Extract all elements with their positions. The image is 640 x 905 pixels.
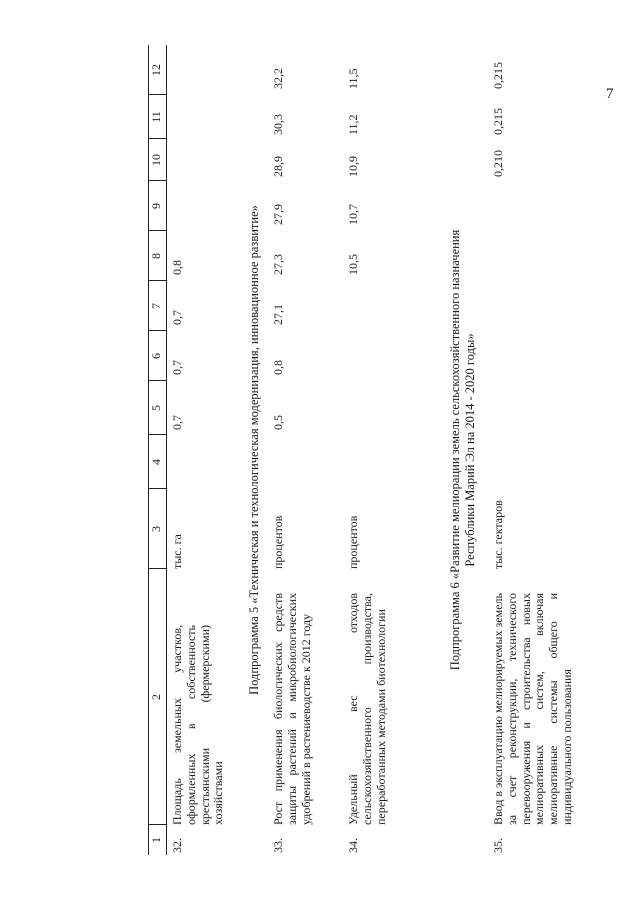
row-description: Ввод в эксплуатацию мелиорируемых земель за счет реконструкции, технического перевооружения и строительства новых мелиоративных систем, включая мелиоративные системы общего и индивидуального пользования: [491, 593, 574, 825]
row-value: 30,3: [271, 114, 285, 135]
row-number: 35.: [491, 838, 505, 853]
indicator-table: [100, 45, 574, 855]
row-number: 34.: [346, 838, 360, 853]
header-cell: 7: [149, 303, 163, 309]
row-description: Площадь земельных участков, оформленных в собственность крестьянскими (фермерскими) хозяйствами: [170, 625, 226, 825]
row-value: 27,9: [271, 204, 285, 225]
page-number: 7: [606, 86, 614, 102]
row-number: 32.: [170, 838, 184, 853]
row-value: 0,5: [271, 415, 285, 430]
row-description: Удельный вес отходов сельскохозяйственного производства, переработанных методами биотехнологии: [346, 593, 388, 825]
row-value: 0,215: [491, 62, 505, 89]
row-unit: процентов: [271, 515, 285, 569]
row-value: 28,9: [271, 156, 285, 177]
row-value: 10,5: [346, 254, 360, 275]
row-value: 27,3: [271, 254, 285, 275]
row-unit: тыс. гектаров: [491, 500, 505, 569]
header-cell: 2: [149, 694, 163, 700]
row-value: 0,7: [170, 360, 184, 375]
header-cell: 5: [149, 405, 163, 411]
header-cell: 8: [149, 253, 163, 259]
header-cell: 6: [149, 353, 163, 359]
subprogram-heading-cont: Республики Марий Эл на 2014 - 2020 годы»: [463, 333, 477, 567]
row-number: 33.: [271, 838, 285, 853]
row-value: 0,210: [491, 150, 505, 177]
header-cell: 12: [149, 64, 163, 76]
row-unit: процентов: [346, 515, 360, 569]
row-value: 0,7: [170, 415, 184, 430]
row-value: 0,8: [271, 360, 285, 375]
row-description: Рост применения биологических средств защиты растений и микробиологических удобрений в растениеводстве к 2012 году: [271, 593, 313, 825]
header-top-rule: [148, 45, 149, 855]
row-value: 10,7: [346, 204, 360, 225]
header-cell: 4: [149, 459, 163, 465]
header-cell: 10: [149, 154, 163, 166]
header-bottom-rule: [166, 45, 167, 855]
header-cell: 3: [149, 526, 163, 532]
row-value: 10,9: [346, 156, 360, 177]
row-value: 11,5: [346, 68, 360, 89]
row-unit: тыс. га: [170, 534, 184, 569]
subprogram-heading: Подпрограмма 6 «Развитие мелиорации земель сельскохозяйственного назначения: [448, 229, 462, 671]
row-value: 27,1: [271, 304, 285, 325]
row-value: 11,2: [346, 114, 360, 135]
header-cell: 9: [149, 203, 163, 209]
header-cell: 11: [149, 111, 163, 123]
row-value: 0,215: [491, 108, 505, 135]
row-value: 32,2: [271, 68, 285, 89]
row-value: 0,8: [170, 260, 184, 275]
subprogram-heading: Подпрограмма 5 «Техническая и технологическая модернизация, инновационное развитие»: [247, 205, 261, 695]
row-value: 0,7: [170, 310, 184, 325]
header-cell: 1: [149, 837, 163, 843]
